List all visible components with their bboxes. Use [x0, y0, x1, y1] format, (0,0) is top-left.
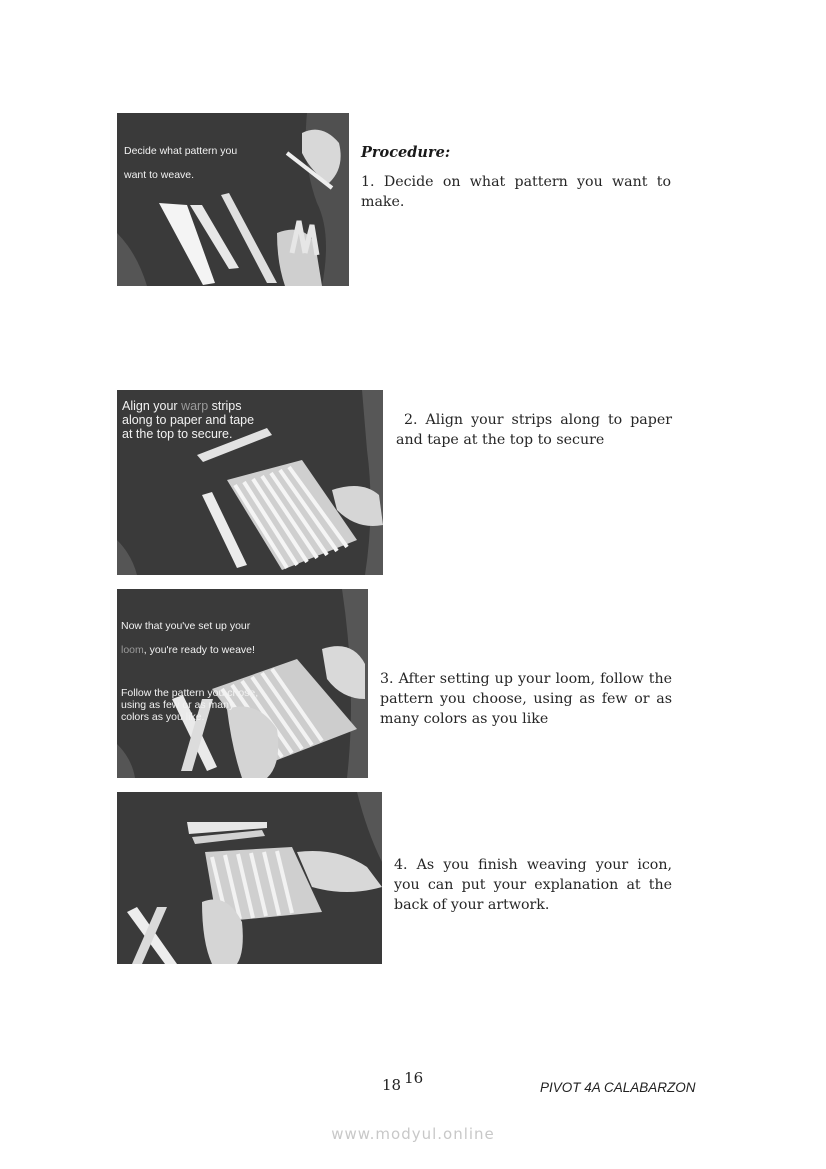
watermark: www.modyul.online — [331, 1125, 495, 1143]
step1-text: 1. Decide on what pattern you want to make. — [361, 174, 671, 210]
caption-highlight: loom — [121, 644, 144, 656]
step1-image-caption — [124, 133, 237, 181]
page-number — [382, 1069, 423, 1094]
step3-photo — [117, 589, 368, 778]
step2-text: 2. Align your strips along to paper and tape at the top to secure — [396, 412, 672, 448]
step3-text: 3. After setting up your loom, follow the pattern you choose, using as few or as many colors as you like — [380, 671, 672, 727]
caption-text: , you're ready to weave! — [143, 644, 255, 656]
step4-photo — [117, 792, 382, 964]
caption-text: strips along to paper and tape at the top to secure. — [122, 399, 255, 441]
page-number-sup: 16 — [404, 1069, 424, 1087]
step1-photo — [117, 113, 349, 286]
footer-label: PIVOT 4A CALABARZON — [540, 1080, 696, 1095]
step4-text: 4. As you finish weaving your icon, you can put your explanation at the back of your artwork. — [394, 857, 672, 913]
step2-image-caption — [122, 399, 254, 441]
caption-text: Follow the pattern you chose, using as few or as many colors as you like. — [121, 687, 259, 723]
caption-text: Align your — [122, 399, 182, 413]
caption-highlight: warp — [181, 399, 209, 413]
procedure-title: Procedure: — [361, 144, 451, 161]
step3-image-caption — [121, 608, 258, 723]
caption-line: Now that you've set up your — [121, 620, 251, 632]
step2-photo — [117, 390, 383, 575]
caption-line: want to weave. — [124, 169, 195, 181]
page-number-main: 18 — [382, 1076, 402, 1094]
caption-line: Decide what pattern you — [124, 145, 238, 157]
